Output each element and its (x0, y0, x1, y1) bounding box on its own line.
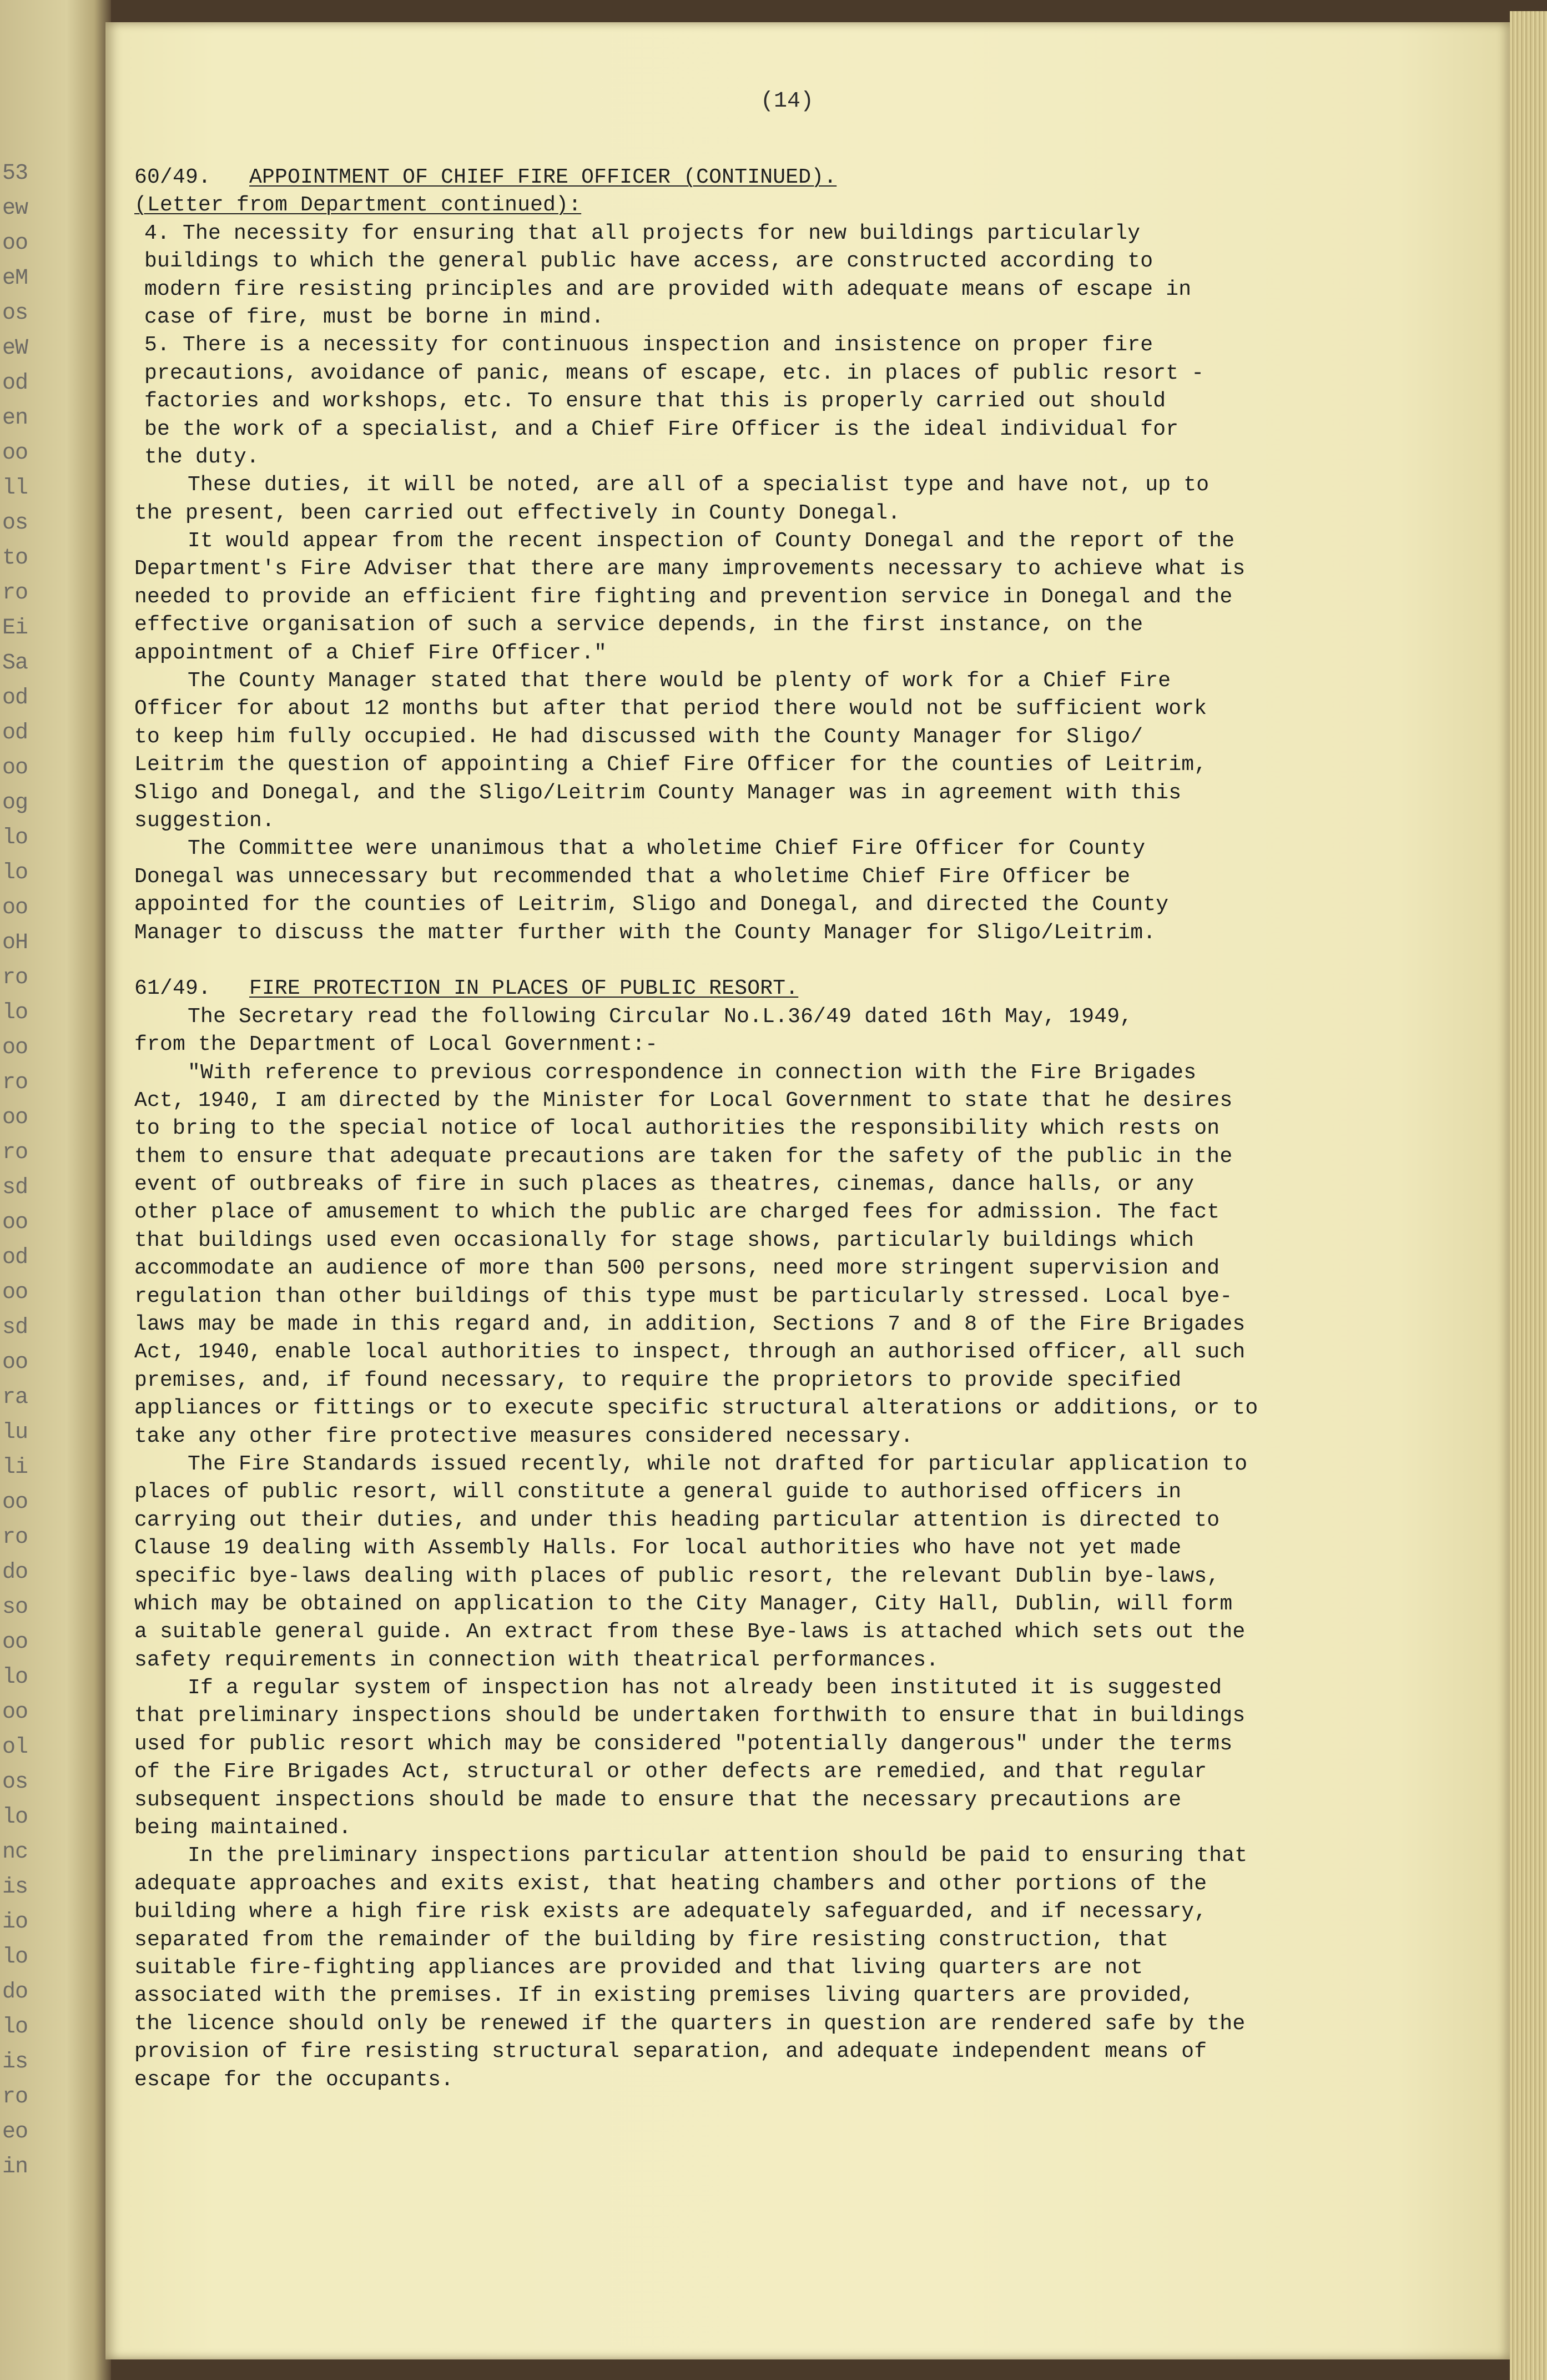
text-line: the duty. (144, 445, 260, 469)
facing-page-fragment: lo (2, 1805, 28, 1830)
text-line: precautions, avoidance of panic, means of escape, etc. in places of public resort - (144, 361, 1205, 385)
item-61-number: 61/49. (134, 977, 211, 1001)
text-line: Department's Fire Adviser that there are many improvements necessary to achieve what is (134, 557, 1246, 581)
facing-page-fragment: lu (2, 1420, 28, 1445)
text-line: separated from the remainder of the building by fire resisting construction, that (134, 1928, 1169, 1952)
text-line: carrying out their duties, and under this heading particular attention is directed to (134, 1508, 1220, 1532)
text-line: factories and workshops, etc. To ensure that this is properly carried out should (144, 389, 1166, 414)
facing-page-fragment: nc (2, 1840, 28, 1865)
item-60-para-inspection (134, 527, 1478, 667)
facing-page-fragment: is (2, 1875, 28, 1900)
text-line: used for public resort which may be considered "potentially dangerous" under the terms (134, 1732, 1233, 1756)
book-page-edges (1510, 11, 1547, 2380)
text-line: "With reference to previous correspondence in connection with the Fire Brigades (188, 1060, 1197, 1085)
facing-page-fragment: ro (2, 965, 28, 990)
text-line: 4. The necessity for ensuring that all projects for new buildings particularly (144, 221, 1141, 245)
text-line: which may be obtained on application to the City Manager, City Hall, Dublin, will form (134, 1592, 1233, 1616)
facing-page-fragment: in (2, 2155, 28, 2180)
facing-page-fragment: ll (2, 476, 28, 501)
text-line: be the work of a specialist, and a Chief Fire Officer is the ideal individual for (144, 417, 1179, 441)
text-line: These duties, it will be noted, are all of a specialist type and have not, up to (188, 473, 1210, 497)
text-line: the licence should only be renewed if the quarters in question are rendered safe by the (134, 2011, 1246, 2036)
facing-page-edge (0, 0, 111, 2380)
facing-page-fragment: is (2, 2050, 28, 2075)
facing-page-fragment: ro (2, 1525, 28, 1550)
item-61-circular-para-1 (134, 1059, 1478, 1451)
text-line: other place of amusement to which the public are charged fees for admission. The fact (134, 1200, 1220, 1225)
facing-page-fragment: og (2, 791, 28, 816)
facing-page-fragment: od (2, 721, 28, 746)
text-line: appliances or fittings or to execute specific structural alterations or additions, or to (134, 1396, 1258, 1421)
text-line: associated with the premises. If in existing premises living quarters are provided, (134, 1984, 1195, 2008)
facing-page-fragment: do (2, 1980, 28, 2005)
item-61-circular-para-3 (134, 1674, 1478, 1842)
text-line: Officer for about 12 months but after that period there would not be sufficient work (134, 697, 1207, 721)
text-line: buildings to which the general public have access, are constructed according to (144, 249, 1153, 274)
facing-page-fragment: Sa (2, 651, 28, 676)
text-line: effective organisation of such a service depends, in the first instance, on the (134, 613, 1143, 637)
item-60-para-county-manager (134, 667, 1478, 835)
facing-page-fragment: to (2, 546, 28, 571)
facing-page-fragment: ol (2, 1735, 28, 1760)
text-line: safety requirements in connection with theatrical performances. (134, 1648, 939, 1672)
facing-page-fragment: oo (2, 1105, 28, 1130)
facing-page-fragment: oo (2, 1700, 28, 1725)
facing-page-fragment: ro (2, 2085, 28, 2110)
text-line: Act, 1940, enable local authorities to inspect, through an authorised officer, all such (134, 1340, 1246, 1365)
text-line: escape for the occupants. (134, 2067, 454, 2092)
text-line: specific bye-laws dealing with places of public resort, the relevant Dublin bye-laws, (134, 1564, 1220, 1588)
text-line: It would appear from the recent inspection of County Donegal and the report of the (188, 529, 1235, 554)
facing-page-fragment: os (2, 301, 28, 326)
text-line: the present, been carried out effectively in County Donegal. (134, 501, 901, 525)
text-line: subsequent inspections should be made to ensure that the necessary precautions are (134, 1788, 1182, 1812)
item-60-para-committee (134, 835, 1478, 947)
item-61-circular-para-2 (134, 1451, 1478, 1674)
text-line: Sligo and Donegal, and the Sligo/Leitrim County Manager was in agreement with this (134, 781, 1182, 805)
text-line: Act, 1940, I am directed by the Minister for Local Government to state that he desires (134, 1088, 1233, 1113)
text-line: needed to provide an efficient fire fighting and prevention service in Donegal and the (134, 585, 1233, 609)
facing-page-fragment: oo (2, 1280, 28, 1305)
text-line: appointed for the counties of Leitrim, Sligo and Donegal, and directed the County (134, 893, 1169, 917)
text-line: appointment of a Chief Fire Officer." (134, 641, 607, 665)
text-line: The Fire Standards issued recently, while not drafted for particular application to (188, 1452, 1248, 1476)
text-line: suitable fire-fighting appliances are provided and that living quarters are not (134, 1956, 1143, 1980)
item-61-heading (134, 975, 1478, 1003)
item-60-letter-body (134, 220, 1478, 472)
facing-page-fragment: od (2, 686, 28, 711)
facing-page-fragment: od (2, 1245, 28, 1270)
page-number: (14) (760, 89, 814, 114)
facing-page-fragment: oH (2, 930, 28, 955)
facing-page-fragment: os (2, 511, 28, 536)
item-60-heading (134, 164, 1478, 192)
text-line: The County Manager stated that there would be plenty of work for a Chief Fire (188, 669, 1171, 693)
item-60-title: APPOINTMENT OF CHIEF FIRE OFFICER (CONTINUED). (249, 165, 837, 189)
item-60-para-duties (134, 471, 1478, 527)
text-line: that preliminary inspections should be undertaken forthwith to ensure that in buildings (134, 1704, 1246, 1728)
text-line: If a regular system of inspection has not already been instituted it is suggested (188, 1676, 1222, 1700)
facing-page-fragment: lo (2, 1945, 28, 1970)
facing-page-fragment: oo (2, 1035, 28, 1060)
facing-page-fragment: oo (2, 441, 28, 466)
facing-page-fragment: ra (2, 1385, 28, 1410)
facing-page-fragment: oo (2, 231, 28, 256)
facing-page-fragment: 53 (2, 161, 28, 186)
text-line: Clause 19 dealing with Assembly Halls. For local authorities who have not yet made (134, 1536, 1182, 1561)
text-line: building where a high fire risk exists are adequately safeguarded, and if necessary, (134, 1900, 1207, 1924)
facing-page-fragment: oo (2, 1210, 28, 1235)
text-line: case of fire, must be borne in mind. (144, 305, 604, 329)
text-line: suggestion. (134, 808, 275, 833)
item-60-subheading: (Letter from Department continued): (134, 193, 582, 218)
text-line: from the Department of Local Government:- (134, 1033, 658, 1057)
facing-page-fragment: ro (2, 581, 28, 606)
facing-page-fragment: lo (2, 1665, 28, 1690)
facing-page-fragment: od (2, 371, 28, 396)
text-line: to bring to the special notice of local authorities the responsibility which rests on (134, 1116, 1220, 1141)
text-line: that buildings used even occasionally for stage shows, particularly buildings which (134, 1228, 1195, 1252)
facing-page-fragment: sd (2, 1315, 28, 1340)
facing-page-fragment: li (2, 1455, 28, 1480)
text-line: of the Fire Brigades Act, structural or other defects are remedied, and that regular (134, 1760, 1207, 1784)
text-line: event of outbreaks of fire in such places as theatres, cinemas, dance halls, or any (134, 1173, 1195, 1197)
facing-page-fragment: oo (2, 756, 28, 781)
text-line: them to ensure that adequate precautions are taken for the safety of the public in the (134, 1144, 1233, 1169)
facing-page-fragment: lo (2, 861, 28, 885)
facing-page-fragment: so (2, 1595, 28, 1620)
facing-page-fragment: os (2, 1770, 28, 1795)
facing-page-fragment: io (2, 1910, 28, 1935)
facing-page-fragment: ro (2, 1140, 28, 1165)
text-line: The Committee were unanimous that a wholetime Chief Fire Officer for County (188, 837, 1146, 861)
facing-page-fragment: lo (2, 826, 28, 851)
text-line: a suitable general guide. An extract from these Bye-laws is attached which sets out the (134, 1620, 1246, 1644)
text-line: Leitrim the question of appointing a Chief Fire Officer for the counties of Leitrim, (134, 753, 1207, 777)
item-60-number: 60/49. (134, 165, 211, 189)
text-line: regulation than other buildings of this type must be particularly stressed. Local bye- (134, 1284, 1233, 1309)
text-line: take any other fire protective measures considered necessary. (134, 1424, 914, 1448)
page-content (134, 164, 1478, 2094)
text-line: being maintained. (134, 1816, 352, 1840)
facing-page-fragment: en (2, 406, 28, 431)
facing-page-fragment: sd (2, 1175, 28, 1200)
text-line: accommodate an audience of more than 500 persons, need more stringent supervision and (134, 1256, 1220, 1281)
facing-page-fragment: eo (2, 2120, 28, 2145)
text-line: Manager to discuss the matter further with the County Manager for Sligo/Leitrim. (134, 920, 1156, 945)
text-line: The Secretary read the following Circular No.L.36/49 dated 16th May, 1949, (188, 1004, 1133, 1029)
facing-page-fragment: oo (2, 895, 28, 920)
text-line: In the preliminary inspections particular attention should be paid to ensuring that (188, 1844, 1248, 1868)
facing-page-fragment: ew (2, 196, 28, 221)
text-line: places of public resort, will constitute a general guide to authorised officers in (134, 1480, 1182, 1505)
facing-page-fragment: lo (2, 1000, 28, 1025)
text-line: provision of fire resisting structural separation, and adequate independent means of (134, 2040, 1207, 2064)
item-61-title: FIRE PROTECTION IN PLACES OF PUBLIC RESORT. (249, 977, 799, 1001)
text-line: Donegal was unnecessary but recommended that a wholetime Chief Fire Officer be (134, 864, 1131, 889)
facing-page-fragment: Ei (2, 616, 28, 641)
facing-page-fragment: eW (2, 336, 28, 361)
section-gap (134, 947, 1478, 975)
facing-page-fragment: eM (2, 266, 28, 291)
document-page (105, 22, 1510, 2359)
text-line: modern fire resisting principles and are provided with adequate means of escape in (144, 277, 1192, 301)
facing-page-fragment: do (2, 1560, 28, 1585)
text-line: adequate approaches and exits exist, that heating chambers and other portions of the (134, 1871, 1207, 1896)
facing-page-fragment: oo (2, 1350, 28, 1375)
facing-page-fragment: ro (2, 1070, 28, 1095)
facing-page-fragment: oo (2, 1630, 28, 1655)
item-61-circular-para-4 (134, 1842, 1478, 2094)
text-line: to keep him fully occupied. He had discussed with the County Manager for Sligo/ (134, 724, 1143, 749)
text-line: premises, and, if found necessary, to require the proprietors to provide specified (134, 1368, 1182, 1392)
text-line: 5. There is a necessity for continuous inspection and insistence on proper fire (144, 333, 1153, 358)
facing-page-fragment: lo (2, 2015, 28, 2040)
facing-page-fragment: oo (2, 1490, 28, 1515)
item-61-intro (134, 1003, 1478, 1059)
text-line: laws may be made in this regard and, in addition, Sections 7 and 8 of the Fire Brigades (134, 1312, 1246, 1337)
